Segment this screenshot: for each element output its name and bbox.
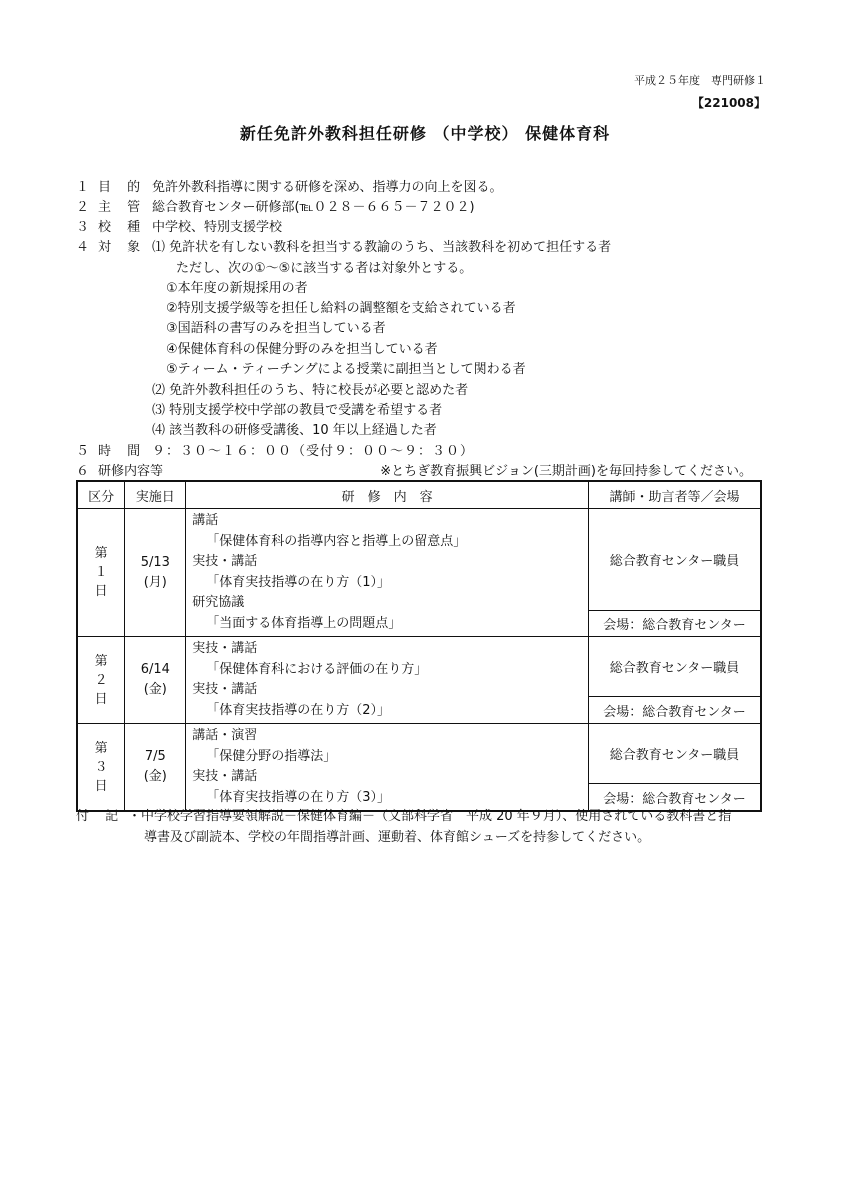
item-label: 校 種 [98, 220, 147, 235]
item-text: 免許外教科指導に関する研修を深め、指導力の向上を図る。 [152, 180, 503, 195]
item-label: 目 的 [98, 180, 147, 195]
date-cell [125, 724, 186, 812]
content-line: 「保健体育科の指導内容と指導上の留意点」 [206, 533, 467, 549]
day-cell [77, 724, 125, 812]
document-code: 【221008】 [691, 96, 766, 110]
item-text: ⑴ 免許状を有しない教科を担当する教諭のうち、当該教科を初めて担任する者 [152, 240, 612, 255]
content-line: 「保健分野の指導法」 [206, 748, 337, 764]
day-char: 日 [94, 584, 108, 599]
item-text: 中学校、特別支援学校 [152, 220, 283, 235]
day-char: 日 [94, 778, 108, 794]
content-line: 講話 [192, 513, 219, 528]
item-label: 主 管 [98, 200, 147, 215]
day-number: ２ [94, 672, 108, 688]
staff-cell: 総合教育センター職員 [589, 637, 761, 697]
column-header: 区分 [77, 481, 125, 509]
date-value: 7/5 [144, 749, 166, 764]
exclusion-note: ただし、次の①～⑤に該当する者は対象外とする。 [176, 261, 473, 276]
content-cell [186, 637, 589, 724]
schedule-heading: 研修内容等 [98, 464, 164, 479]
content-line: 「体育実技指導の在り方（3）」 [206, 789, 391, 805]
column-header: 研 修 内 容 [186, 481, 589, 509]
target-subitem: ⑵ 免許外教科担任のうち、特に校長が必要と認めた者 [152, 383, 469, 398]
weekday: (金) [143, 682, 167, 697]
content-cell [186, 724, 589, 812]
day-char: 日 [94, 691, 108, 707]
table-row [77, 637, 761, 697]
item-num: １ [76, 180, 90, 195]
item-text: 総合教育センター研修部(℡０２８－６６５－７２０２) [152, 200, 475, 215]
time-text: ９：３０～１６：００（受付９：００～９：３０） [152, 444, 475, 459]
item-label: 時 間 [98, 444, 147, 459]
content-line: 講話・演習 [192, 728, 258, 743]
table-row [77, 724, 761, 784]
target-subitem: ⑷ 該当教科の研修受講後、10 年以上経過した者 [152, 423, 437, 438]
date-value: 5/13 [140, 554, 170, 570]
footnote-label: 付 記 [76, 809, 125, 824]
day-number: ３ [94, 759, 108, 775]
footnote-line: 導書及び副読本、学校の年間指導計画、運動着、体育館シューズを持参してください。 [144, 830, 651, 845]
venue-cell: 会場：総合教育センター [589, 784, 761, 811]
day-char: 第 [94, 740, 108, 756]
item-num: ５ [76, 444, 90, 459]
item-label: 対 象 [98, 240, 147, 255]
column-header: 実施日 [125, 481, 186, 509]
page-title: 新任免許外教科担任研修 （中学校） 保健体育科 [239, 124, 611, 143]
table-header-row [77, 481, 761, 509]
day-char: 第 [94, 546, 108, 561]
exclusion-item: ④保健体育科の保健分野のみを担当している者 [166, 342, 438, 357]
exclusion-item: ③国語科の書写のみを担当している者 [166, 321, 386, 336]
content-line: 「体育実技指導の在り方（2）」 [206, 702, 391, 718]
day-cell [77, 509, 125, 637]
footnote-line: ・中学校学習指導要領解説－保健体育編－（文部科学省 平成 20 年９月）、使用されている教科書と指 [128, 809, 732, 824]
day-char: 第 [94, 653, 108, 669]
content-line: 「当面する体育指導上の問題点」 [206, 615, 402, 631]
exclusion-item: ⑤ティーム・ティーチングによる授業に副担当として関わる者 [166, 362, 526, 377]
exclusion-item: ②特別支援学級等を担任し給料の調整額を支給されている者 [166, 301, 516, 316]
content-line: 実技・講話 [192, 554, 258, 569]
staff-cell: 総合教育センター職員 [589, 724, 761, 784]
weekday: (金) [143, 769, 167, 784]
day-cell [77, 637, 125, 724]
date-value: 6/14 [140, 662, 170, 677]
table-row [77, 509, 761, 611]
content-line: 「保健体育科における評価の在り方」 [206, 661, 428, 677]
content-line: 「体育実技指導の在り方（1）」 [206, 574, 391, 590]
content-line: 実技・講話 [192, 769, 258, 784]
staff-cell: 総合教育センター職員 [589, 509, 761, 611]
content-line: 実技・講話 [192, 641, 258, 656]
item-num: ４ [76, 240, 90, 255]
venue-cell: 会場：総合教育センター [589, 610, 761, 636]
column-header: 講師・助言者等／会場 [589, 481, 761, 509]
venue-cell: 会場：総合教育センター [589, 697, 761, 724]
weekday: (月) [143, 574, 167, 590]
date-cell [125, 509, 186, 637]
schedule-note: ※とちぎ教育振興ビジョン(三期計画)を毎回持参してください。 [380, 464, 752, 479]
day-number: １ [94, 565, 108, 580]
target-subitem: ⑶ 特別支援学校中学部の教員で受講を希望する者 [152, 403, 443, 418]
exclusion-item: ①本年度の新規採用の者 [166, 281, 308, 296]
year-label: 平成２５年度 専門研修１ [634, 74, 766, 87]
date-cell [125, 637, 186, 724]
item-num: ２ [76, 200, 90, 215]
item-num: ６ [76, 464, 90, 479]
content-cell [186, 509, 589, 637]
content-line: 実技・講話 [192, 682, 258, 697]
item-num: ３ [76, 220, 90, 235]
schedule-table [76, 480, 762, 812]
content-line: 研究協議 [192, 595, 245, 610]
